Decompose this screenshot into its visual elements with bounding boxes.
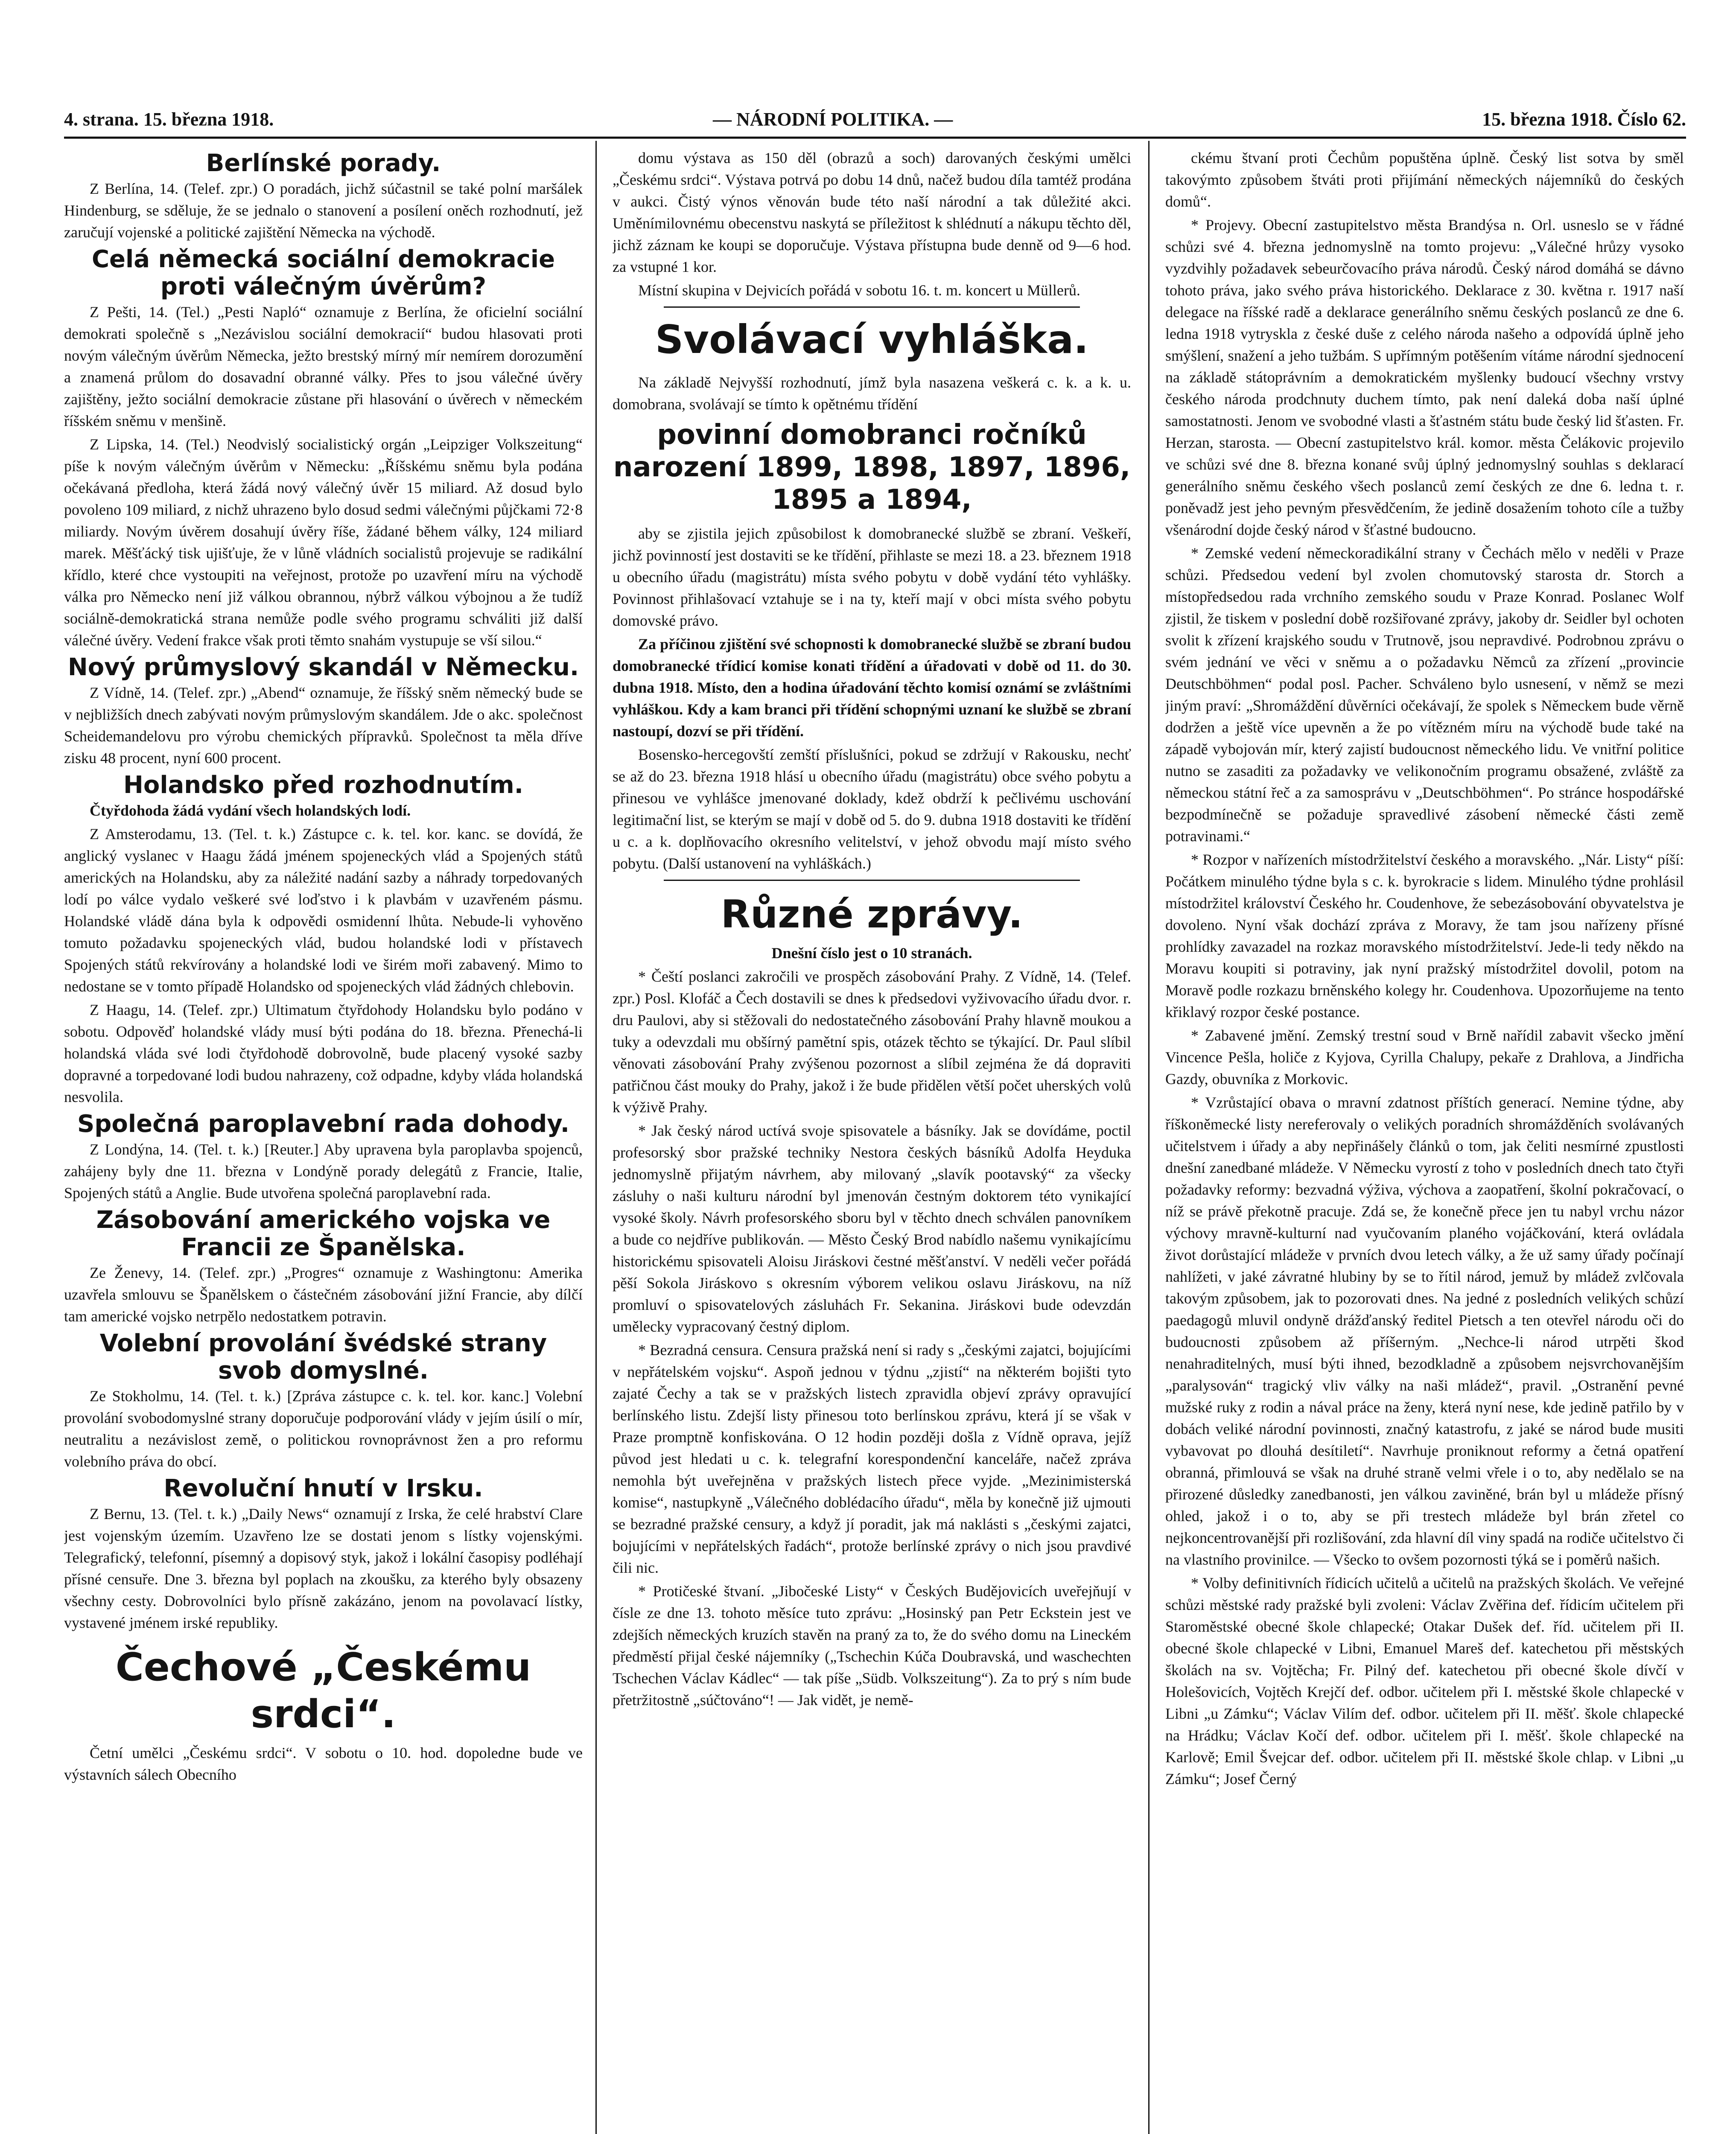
header-masthead: — NÁRODNÍ POLITIKA. — xyxy=(713,109,953,130)
article-anti-czech-cont: ckému štvaní proti Čechům popuštěna úplně. Český list sotva by směl takovýmto způsobem štváti proti přijímání německých nájemníků do českých domů“. xyxy=(1165,149,1684,210)
article-amsterdam: Z Amsterodamu, 13. (Tel. t. k.) Zástupce c. k. tel. kor. kanc. se dovídá, že anglický vyslanec v Haagu žádá jménem spojeneckých vlád a Spojených států amerických na Holandsku, aby za náležité nadání sazby a náhrady torpedovaných lodí po válce vydalo veškeré své loďstvo i k plavbám v uzavřeném pásmu. Holandské vládě dána byla k odpovědi osmidenní lhůta. Nebude-li vyhověno tomuto požadavku spojeneckých vlád, budou holandské lodi v přístavech Spojených států rekvírovány a holandské lodi ve širém moři zabavený. Mimo to nedostane se v tomto případě Holandsko od spojeneckých vlád žádných chlebovin. xyxy=(64,825,583,995)
article-london: Z Londýna, 14. (Tel. t. k.) [Reuter.] Aby upravena byla paroplavba spojenců, zahájeny byly dne 11. března v Londýně porady delegátů z Francie, Italie, Spojených států a Anglie. Bude utvořena společná paroplavební rada. xyxy=(64,1141,583,1201)
header-left: 4. strana. 15. března 1918. xyxy=(64,109,274,130)
article-writers-honor: * Jak český národ uctívá svoje spisovatele a básníky. Jak se dovídáme, poctil profesorský sbor pražské techniky Nestora českých básníků Adolfa Heyduka jednomyslně přijatým návrhem, aby milovaný „slavík pootavský“ za všecky zásluhy o naši kulturu národní byl jmenován čestným doktorem této vynikající vysoké školy. Návrh profesorského sboru byl v těchto dnech schválen panovníkem a bude co nejdříve publikován. — Město Český Brod nabídlo našemu vynikajícímu historickému spisovateli Aloisu Jiráskovi čestné měšťanství. V neděli večer pořádá pěší Sokola Jiráskovo s okresním výborem velikou oslavu Jiráskovu, na níž promluví o spisovatelových zásluhách Fr. Sekanina. Jiráskovi bude odevzdán umělecky vypracovaný čestný diplom. xyxy=(613,1122,1131,1335)
article-stockholm: Ze Stokholmu, 14. (Tel. t. k.) [Zpráva zástupce c. k. tel. kor. kanc.] Volební provolání svobodomyslné strany doporučuje podporování vlády v jejím úsilí o mír, neutralitu a nezávislost země, o politickou rovnoprávnost žen a pro reformu volebního práva do obcí. xyxy=(64,1388,583,1470)
newspaper-page xyxy=(64,107,1686,2134)
headline-american-supply: Zásobování amerického vojska ve Francii ze Španělska. xyxy=(96,1206,551,1261)
notice-intro: Na základě Nejvyšší rozhodnutí, jímž byla nasazena veškerá c. k. a k. u. domobrana, svolávají se tímto k opětnému třídění xyxy=(613,374,1131,413)
article-vienna: Z Vídně, 14. (Telef. zpr.) „Abend“ oznamuje, že říšský sněm německý bude se v nejbližších dnech zabývati novým průmyslovým skandálem. Jde o akc. společnost Scheidemandelovu pro výrobu chemických přípravků. Společnost ta měla dříve zisku 48 procent, nyní 600 procent. xyxy=(64,684,583,767)
article-youth-morality: * Vzrůstající obava o mravní zdatnost příštích generací. Nemine týdne, aby říškoněmecké listy nereferovaly o velikých poradních shromážděních svolávaných učitelstvem i úřady a aby nepřinášely článků o tom, jak čeliti nesmírné zpustlosti dnešní zanedbané mládeže. V Německu vyrostí z toho v posledních dnech tato čtyři požadavky reformy: bezvadná výživa, výchova a zaopatření, školní pokračovací, o níž se právě překotně pracuje. Zdá se, že konečně přece jen tu nabyl vrchu názor výchovy mravně-kulturní nad vyučovaním planého vojáčkování, která ovládala život dorůstající mládeže v prvních dvou letech války, a že už samy úřady počínají nahlížeti, v jaké závratné hlubiny by se to řítil národ, jemuž by mládež zvlčovala takovým způsobem, jak to pozorovati dnes. Na jedné z posledních velikých schůzí paedagogů mluvil ondyně drážďanský ředitel Pietsch a ten otevřel národu oči do budoucnosti způsobem až příšerným. „Nechce-li národ utrpěti škod nenahraditelných, musí býti ihned, bezodkladně a způsobem nejsvrchovanějším „paralysován“ tragický vliv války na naši mládež“, pravil. „Ostranění pevné mužské ruky z rodin a nával práce na ženy, která nyní nese, kde jedině patřilo by v dobách veliké národní povinnosti, značný katastrofu, z jaké se národ bude musiti vybavovat po dlouhá desítiletí“. Navrhuje proniknout reformy a četná opatření obranná, přimlouvá se však na druhé straně velmi vřele i o to, aby nedělalo se na přirozené důsledky zanedbanosti, jen válkou zaviněné, brán byl u mládeže přísný ohled, jakož i o to, aby se při trestech mládeže byl brán zřetel co nejkoncentrovanější při rozlišování, zda hlavní díl viny spadá na rodiče učitelstvo či na vlastního provinilce. — Všecko to ovšem pozornosti týká se i poměrů našich. xyxy=(1165,1094,1684,1568)
notice-body-3: Bosensko-hercegovští zemští příslušníci, pokud se zdržují v Rakousku, nechť se až do 23. března 1918 hlásí u obecního úřadu (magistrátu) obce svého pobytu a přinesou ve vyhlášce jmenované doklady, kdež obdrží k pečlivému uschování legitimační list, se kterým se mají v době od 5. do 9. dubna 1918 dostaviti ke třídění u c. a k. doplňovacího okresního velitelství, v jehož obvodu mají místo svého pobytu. (Další ustanovení na vyhláškách.) xyxy=(613,746,1131,872)
article-governor-conflict: * Rozpor v nařízeních místodržitelství českého a moravského. „Nár. Listy“ píší: Počátkem minulého týdne byla s c. k. byrokracie s lidem. Minulého týdne prohlásil místodržitel království Českého hr. Coudenhove, že sebezásobování obyvatelstva je dovoleno. Nyní však dochází zpráva z Moravy, že tam jsou nařízeny přísné prohlídky zavazadel na rozkaz moravského místodržitelství. Jede-li tedy někdo na Moravu koupiti si potraviny, jak nyní pražský místodržitel dovolil, potom na Moravě podle rozkazu brněnského kolegy hr. Coudenhova. Upozorňujeme na tento křiklavý rozpor české postance. xyxy=(1165,851,1684,1020)
header-right: 15. března 1918. Číslo 62. xyxy=(1482,109,1686,130)
notice-subtitle: povinní domobranci ročníků narození 1899, 1898, 1897, 1896, 1895 a 1894, xyxy=(613,419,1131,516)
article-teacher-elections: * Volby definitivních řídicích učitelů a učitelů na pražských školách. Ve veřejné schůzi městské rady pražské byli zvoleni: Václav Zvěřina def. řídicím učitelem při Staroměstské obecné škole chlapecké; Otakar Dušek def. říd. učitelem při II. obecné škole chlapecké v Libni, Emanuel Mareš def. katechetou při městských školách na sv. Vojtěcha; Fr. Pilný def. katechetou při obecné škole dívčí v Holešovicích, Vojtěch Krejčí def. odbor. učitelem při I. městské škole chlapecké v Libni „u Zámku“; Václav Vilím def. odbor. učitelem při II. měšť. škole chlapecké na Hrádku; Václav Kočí def. odbor. učitelem při I. měšť. škole chlapecké na Karlově; Emil Švejcar def. odbor. učitelem při II. městské škole chlap. v Libni „u Zámku“; Josef Černý xyxy=(1165,1574,1684,1787)
divider xyxy=(664,880,1080,881)
headline-industrial-scandal: Nový průmyslový skandál v Německu. xyxy=(67,653,579,681)
column-rule-1 xyxy=(595,141,597,2134)
headline-ireland: Revoluční hnutí v Irsku. xyxy=(163,1475,483,1502)
article-anti-czech: * Protičeské štvaní. „Jibočeské Listy“ v Českých Budějovicích uveřejňují v čísle ze dne 13. tohoto měsíce tuto zprávu: „Hosinský pan Petr Eckstein jest ve zdejších německých kruzích stavěn na praný za to, že do svého domu na Lineckém předměstí přijal české nájemníky („Tschechin Kúča Doubravská, und waschechten Tschechen Václav Kádlec“ — tak píše „Südb. Volkszeitung“). Za to prý s ním bude přetržitostně „súčtováno“! — Jak vidět, je nemě- xyxy=(613,1583,1131,1708)
divider xyxy=(664,306,1080,308)
article-german-radical: * Zemské vedení německoradikální strany v Čechách mělo v neděli v Praze schůzi. Předsedou vedení byl zvolen chomutovský starosta dr. Storch a místopředsedou rada vrchního zemského soudu v Praze Konrad. Poslanec Wolf zjistil, že tiskem v poslední době rozšiřované zprávy, jakoby dr. Seidler byl ochoten svolit k zřízení krajského soudu v Trutnově, jsou nepravdivé. Podrobnou zprávu o svém jednání ve věci v sněmu a o požadavku Němců za zřízení „provincie Deutschböhmen“ podal posl. Pacher. Schváleno bylo usnesení, v němž se mezi jiným praví: „Shromáždění důvěrníci očekávají, že spolek s Německem bude věrně dodržen a ještě více upevněn a že po vítězném míru na východě bude také na západě vybojován mír, který zajistí budoucnost německého lidu. Ve vnitřní politice nutno se zasaditi za požadavky ve velikonočním programu obsažené, zvláště za německou státní řeč a za samosprávu v „Deutschböhmen“. Po stránce hospodářské bezpodmínečně se požaduje spravedlivé zásobení německé části země potravinami.“ xyxy=(1165,545,1684,845)
article-geneva: Ze Ženevy, 14. (Telef. zpr.) „Progres“ oznamuje z Washingtonu: Amerika uzavřela smlouvu se Španělskem o částečném zásobování jižní Francie, aby dílčí tam americké vojsko netrpělo nedostatkem potravin. xyxy=(64,1264,583,1325)
column-3 xyxy=(1165,147,1684,2134)
notice-body-2: Za příčinou zjištění své schopnosti k domobranecké službě se zbraní budou domobranecké třídicí komise konati třídění a úřadovati v době od 11. do 30. dubna 1918. Místo, den a hodina úřadování těchto komisí oznámí se zvláštními vyhláškou. Kdy a kam branci při třídění schopnými uznaní ke službě se zbraní nastoupí, dozví se při třídění. xyxy=(613,636,1131,740)
article-artists: Četní umělci „Českému srdci“. V sobotu o 10. hod. dopoledne bude ve výstavních sálech Obecního xyxy=(64,1744,583,1783)
article-leipzig: Z Lipska, 14. (Tel.) Neodvislý socialistický orgán „Leipziger Volkszeitung“ píše k novým válečným úvěrům v Německu: „Říšskému sněmu byla podána očekávaná předloha, která žádá nový válečný úvěr 15 miliard. Až dosud bylo povoleno 109 miliard, z nichž uhrazeno bylo dosud sedmi válečnými půjčkami 72·8 miliardy. Novým úvěrem dosahují úvěry říše, žádané během války, 124 miliard marek. Měšťácký tisk ujišťuje, že v lůně vládních socialistů projevuje se radikální křídlo, které chce vystoupiti na veřejnost, protože po uzavření míru na východě válka pro Německo není již válkou obrannou, nýbrž válkou výbojnou a že tudíž sociálně-demokratická strana nemůže podle svého programu schváliti již další válečné úvěry. Vedení frakce však proti těmto snahám vystupuje se vší silou.“ xyxy=(64,436,583,649)
issue-pages-note: Dnešní číslo jest o 10 stranách. xyxy=(771,945,972,962)
headline-berlin: Berlínské porady. xyxy=(206,149,441,177)
headline-czech-heart: Čechové „Českému srdci“. xyxy=(115,1645,531,1737)
headline-swedish-party: Volební provolání švédské strany svob domyslné. xyxy=(99,1329,547,1385)
notice-body-1: aby se zjistila jejich způsobilost k domobranecké službě se zbraní. Veškeří, jichž povinností jest dostaviti se ke třídění, přihlaste se mezi 18. a 23. březnem 1918 u obecního úřadu (magistrátu) místa svého pobytu v době vydání této vyhlášky. Povinnost přihlašovací vztahuje se i na ty, kteří mají v obci místa svého pobytu domovské právo. xyxy=(613,525,1131,629)
article-confiscation: * Zabavené jmění. Zemský trestní soud v Brně nařídil zabavit všecko jmění Vincence Pešla, holiče z Kyjova, Cyrilla Chalupy, pekaře z Drahlova, a Jindřicha Gazdy, obuvníka z Morkovic. xyxy=(1165,1027,1684,1087)
article-berlin: Z Berlína, 14. (Telef. zpr.) O poradách, jichž súčastnil se také polní maršálek Hindenburg, se sděluje, že se jednalo o stanovení a posílení oněch rozhodnutí, jež zaručují vojenské a politické zajištění Německa na východě. xyxy=(64,180,583,241)
headline-shipping-council: Společná paroplavební rada dohody. xyxy=(77,1110,569,1138)
column-rule-2 xyxy=(1148,141,1150,2134)
page-header xyxy=(64,107,1686,139)
article-pest: Z Pešti, 14. (Tel.) „Pesti Napló“ oznamuje z Berlína, že oficielní sociální demokrati společně s „Nezávislou sociální demokracií“ budou hlasovati proti novým válečným úvěrům Německa, ježto brestský mírný mír nemírem dorozumění a znamená průlom do dosavadní obranné války. Přes to jsou válečné úvěry zajištěny, ježto sociální demokracie zůstane při hlasování o úvěrech v německém říšském sněmu v menšině. xyxy=(64,303,583,429)
article-hague: Z Haagu, 14. (Telef. zpr.) Ultimatum čtyřdohody Holandsku bylo podáno v sobotu. Odpověď holandské vlády musí býti podána do 18. března. Přenechá-li holandská vláda své lodi čtyřdohodě dobrovolně, bude placený vysoké sazby dopravné a torpedované lodi budou nahrazeny, což odpadne, kdyby vláda holandská nesvolila. xyxy=(64,1001,583,1105)
notice-title: Svolávací vyhláška. xyxy=(655,317,1089,362)
article-exhibition-cont: domu výstava as 150 děl (obrazů a soch) darovaných českými umělci „Českému srdci“. Výstava potrvá po dobu 14 dnů, načež budou díla tamtéž prodána v aukci. Čistý výnos věnován bude této naší národní a tak důležité akci. Uměnímilovnému obecenstvu naskytá se příležitost k shlédnutí a nákupu těchto děl, jichž záznam ke koupi se doporučuje. Výstava přístupna bude denně od 9—6 hod. za vstupné 1 kor. xyxy=(613,149,1131,275)
article-censorship: * Bezradná censura. Censura pražská není si rady s „českými zajatci, bojujícími v nepřátelském vojsku“. Aspoň jednou v týdnu „zjistí“ na některém bojišti tyto zajaté Čechy a tak se v pražských listech zpravidla objeví zprávy opravující berlínského listu. Zdejší listy přinesou toto berlínskou zprávu, která jí se však v Praze promptně konfiskována. O 12 hodin později došla z Vídně oprava, jejíž původ jest hledati u c. k. telegrafní korespondenční kanceláře, načež zpráva nemohla být uveřejněna v pražských listech přece vyjde. „Mezinimisterská komise“, nastupkyně „Válečného doblédacího úřadu“, měla by konečně již ujmouti se bezradné pražské censury, a když jí poradit, jak má naklásti s „českými zajatci, bojujícími v nepřátelských řadách“, protože berlínské zprávy o nich jsou pravdivé čili nic. xyxy=(613,1341,1131,1576)
column-2 xyxy=(613,147,1131,2134)
article-bern: Z Bernu, 13. (Tel. t. k.) „Daily News“ oznamují z Irska, že celé hrabství Clare jest vojenským územím. Uzavřeno lze se dostati jenom s lístky vojenskými. Telegrafický, telefonní, písemný a dopisový styk, jakož i lokální časopisy podléhají přísné censuře. Dne 3. března byl poplach na zkoušku, za kterého byly obsazeny všechny cesty. Dobrovolníci bylo přísně zakázáno, jenom na povolavací lístky, vystavené jménem irské republiky. xyxy=(64,1505,583,1631)
headline-various-news: Různé zprávy. xyxy=(721,892,1023,937)
article-prague-supply: * Čeští poslanci zakročili ve prospěch zásobování Prahy. Z Vídně, 14. (Telef. zpr.) Posl. Klofáč a Čech dostavili se dnes k předsedovi vyživovacího úřadu dvor. r. dru Paulovi, aby si stěžovali do nedostatečného zásobování Prahy hlavně moukou a tuky a odevzdali mu obšírný pamětní spis, otázek těchto se týkající. Dr. Paul slíbil věnovati zásobování Prahy zvýšenou pozornost a slíbil zejména že dá dopraviti patřičnou část mouky do Prahy, jakož i že bude přidělen větší počet uherských volů k výživě Prahy. xyxy=(613,968,1131,1116)
article-declarations: * Projevy. Obecní zastupitelstvo města Brandýsa n. Orl. usneslo se v řádné schůzi své 4. března jednomyslně na tomto projevu: „Válečné hrůzy vysoko vyzdvihly požadavek sebeurčovacího práva národů. Český národ domáhá se dávno tohoto práva, jako svého práva historického. Deklarace z 30. května r. 1917 naší delegace na říšské radě a deklarace generálního sněmu českých poslanců ze dne 6. ledna 1918 vytryskla z české duše z celého národa našeho a odpovídá úplně jeho smýšlení, snažení a jeho tužbám. S upřímným potěšením vítáme národní sjednocení na základě státoprávním a demokratickém myšlenky budoucí všechny vrstvy českého národa prodchnuty duchem tímto, pak není daleká doba naší úplné samostatnosti. Jenom ve svobodné vlasti a šťastném státu bude český lid šťasten. Fr. Herzan, starosta. — Obecní zastupitelstvo král. komor. města Čelákovic projevilo ve schůzi své dne 8. března konané svůj úplný jednomyslný souhlas s deklarací generálního sněmu českého všech poslanců zemí českých ze dne 6. ledna t. r. poněvadž jest jeho pevným přesvědčením, že jedině dosažením tohoto cíle a tužby všenárodní dojde český národ v šťastné budoucno. xyxy=(1165,216,1684,538)
headline-social-democracy: Celá německá sociální demokracie proti válečným úvěrům? xyxy=(91,245,555,300)
subhead-holland: Čtyřdohoda žádá vydání všech holandských lodí. xyxy=(90,802,411,819)
headline-holland: Holandsko před rozhodnutím. xyxy=(123,771,523,799)
article-dejvice: Místní skupina v Dejvicích pořádá v sobotu 16. t. m. koncert u Müllerů. xyxy=(638,282,1080,299)
column-1 xyxy=(64,147,583,2134)
